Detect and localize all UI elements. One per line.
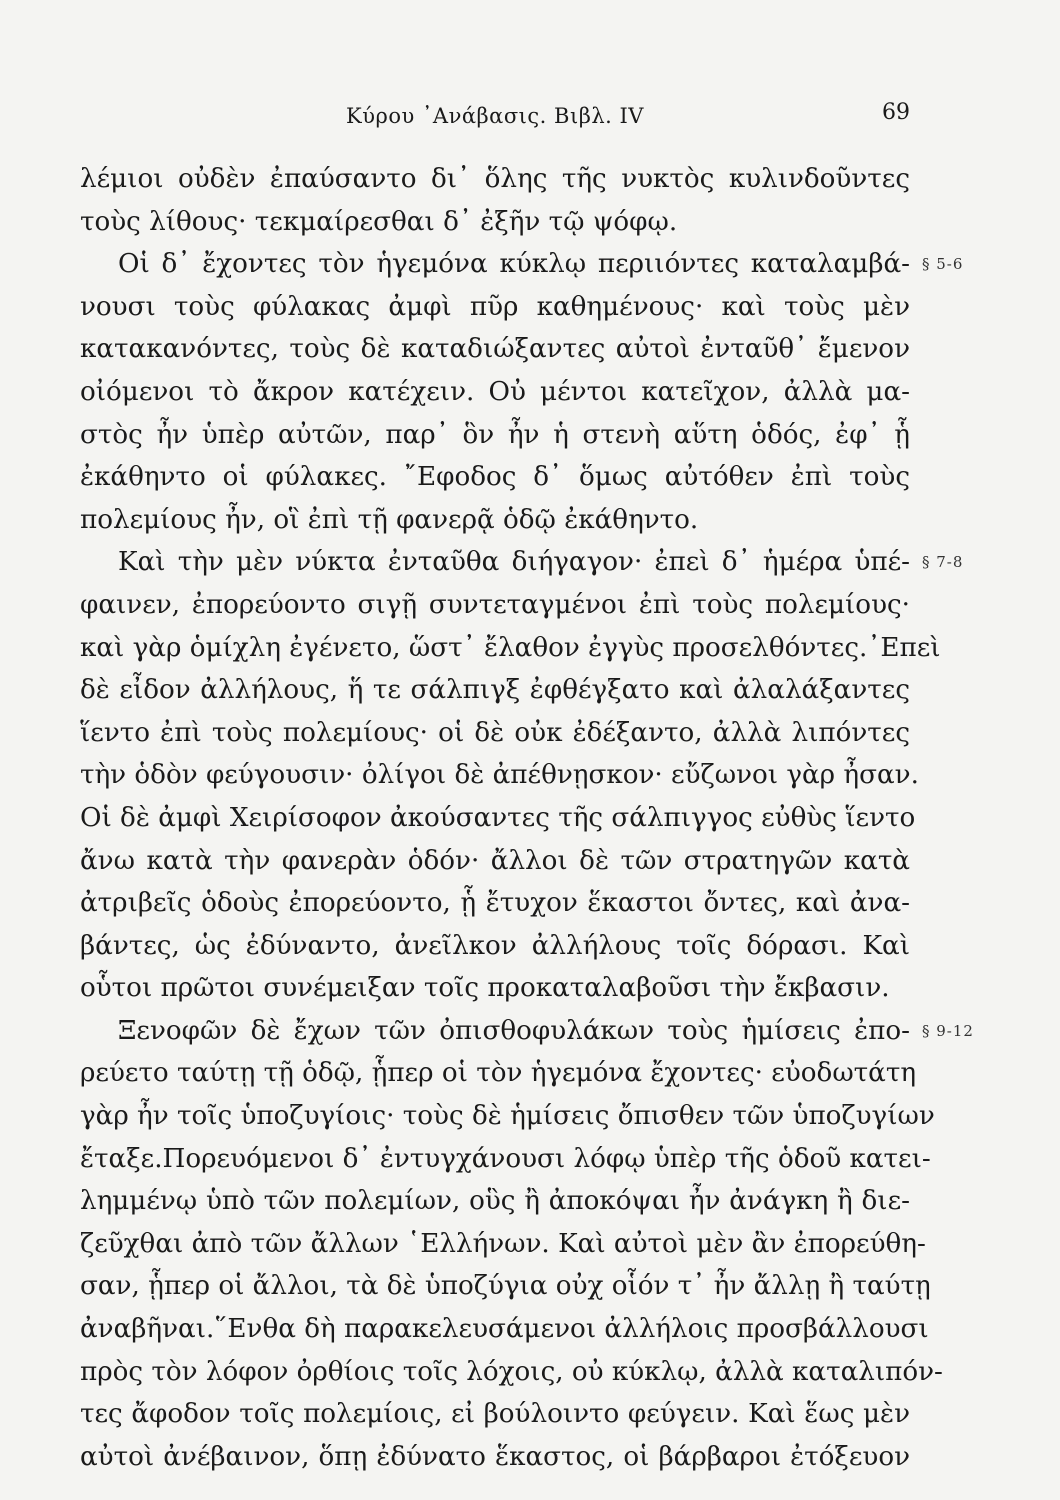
line-text: τὴν ὁδὸν φεύγουσιν· ὀλίγοι δὲ ἀπέθνῃσκον· εὔζωνοι γὰρ ἦσαν. — [80, 760, 919, 791]
text-line — [80, 882, 910, 925]
line-text: δὲ εἶδον ἀλλήλους, ἥ τε σάλπιγξ ἐφθέγξατο καὶ ἀλαλάξαντες — [80, 675, 910, 706]
text-line — [80, 1308, 929, 1351]
text-line — [80, 371, 910, 414]
text-line — [80, 1052, 917, 1095]
text-line — [80, 840, 910, 883]
text-line — [80, 328, 910, 371]
text-line — [80, 1393, 910, 1436]
text-line — [80, 201, 910, 244]
text-line — [80, 1138, 931, 1181]
line-text: οὗτοι πρῶτοι συνέμειξαν τοῖς προκαταλαβοῦσι τὴν ἔκβασιν. — [80, 973, 890, 1004]
line-text: ἀτριβεῖς ὁδοὺς ἐπορεύοντο, ᾗ ἔτυχον ἕκαστοι ὄντες, καὶ ἀνα- — [80, 888, 910, 919]
page-number: 69 — [882, 100, 910, 125]
line-text: λέμιοι οὐδὲν ἐπαύσαντο δι᾽ ὅλης τῆς νυκτὸς κυλινδοῦντες — [80, 164, 910, 194]
text-line — [80, 925, 910, 968]
text-line — [80, 712, 910, 755]
text-line — [80, 1265, 931, 1308]
line-text: Ξενοφῶν δὲ ἔχων τῶν ὀπισθοφυλάκων τοὺς ἡμίσεις ἐπο- — [118, 1015, 910, 1046]
line-text: τες ἄφοδον τοῖς πολεμίοις, εἰ βούλοιντο φεύγειν. Καὶ ἕως μὲν — [80, 1399, 910, 1430]
line-text: ἐκάθηντο οἱ φύλακες. ῎Εφοδος δ᾽ ὅμως αὐτόθεν ἐπὶ τοὺς — [80, 462, 910, 493]
line-text: λημμένῳ ὑπὸ τῶν πολεμίων, οὓς ἢ ἀποκόψαι ἦν ἀνάγκη ἢ διε- — [80, 1186, 910, 1217]
text-line — [80, 243, 964, 286]
line-text: τοὺς λίθους· τεκμαίρεσθαι δ᾽ ἐξῆν τῷ ψόφῳ. — [80, 206, 678, 237]
running-header — [80, 100, 910, 136]
text-line — [80, 158, 910, 201]
line-text: στὸς ἦν ὑπὲρ αὐτῶν, παρ᾽ ὃν ἦν ἡ στενὴ αὕτη ὁδός, ἐφ᾽ ᾗ — [80, 419, 910, 450]
line-text: βάντες, ὡς ἐδύναντο, ἀνεῖλκον ἀλλήλους τοῖς δόρασι. Καὶ — [80, 930, 910, 961]
line-text: Οἱ δ᾽ ἔχοντες τὸν ἡγεμόνα κύκλῳ περιιόντες καταλαμβά- — [118, 249, 910, 280]
line-text: σαν, ᾗπερ οἱ ἄλλοι, τὰ δὲ ὑποζύγια οὐχ οἷόν τ᾽ ἦν ἄλλῃ ἢ ταύτῃ — [80, 1271, 931, 1302]
line-text: πρὸς τὸν λόφον ὀρθίοις τοῖς λόχοις, οὐ κύκλῳ, ἀλλὰ καταλιπόν- — [80, 1356, 943, 1387]
line-text: καὶ γὰρ ὁμίχλη ἐγένετο, ὥστ᾽ ἔλαθον ἐγγὺς προσελθόντες.᾽Επεὶ — [80, 632, 941, 663]
line-text: αὐτοὶ ἀνέβαινον, ὅπῃ ἐδύνατο ἕκαστος, οἱ βάρβαροι ἐτόξευον — [80, 1441, 910, 1472]
text-line — [80, 414, 910, 457]
text-line — [80, 754, 919, 797]
section-marker: § 9-12 — [922, 1021, 974, 1040]
line-text: Καὶ τὴν μὲν νύκτα ἐνταῦθα διήγαγον· ἐπεὶ δ᾽ ἡμέρα ὑπέ- — [118, 547, 910, 578]
text-line — [80, 627, 941, 670]
text-line — [80, 1180, 910, 1223]
line-text: φαινεν, ἐπορεύοντο σιγῇ συντεταγμένοι ἐπὶ τοὺς πολεμίους· — [80, 589, 910, 620]
text-line — [80, 669, 910, 712]
section-marker: § 5-6 — [922, 255, 964, 274]
line-text: γὰρ ἦν τοῖς ὑποζυγίοις· τοὺς δὲ ἡμίσεις ὄπισθεν τῶν ὑποζυγίων — [80, 1101, 935, 1132]
text-line — [80, 797, 916, 840]
line-text: οἰόμενοι τὸ ἄκρον κατέχειν. Οὐ μέντοι κατεῖχον, ἀλλὰ μα- — [80, 376, 910, 407]
text-line — [80, 286, 910, 329]
line-text: νουσι τοὺς φύλακας ἀμφὶ πῦρ καθημένους· καὶ τοὺς μὲν — [80, 291, 910, 322]
line-text: ζεῦχθαι ἀπὸ τῶν ἄλλων ῾Ελλήνων. Καὶ αὐτοὶ μὲν ἂν ἐπορεύθη- — [80, 1228, 926, 1259]
line-text: ἄνω κατὰ τὴν φανερὰν ὁδόν· ἄλλοι δὲ τῶν στρατηγῶν κατὰ — [80, 845, 910, 876]
text-line — [80, 541, 964, 584]
line-text: ἔταξε.Πορευόμενοι δ᾽ ἐντυγχάνουσι λόφῳ ὑπὲρ τῆς ὁδοῦ κατει- — [80, 1143, 931, 1174]
line-text: κατακανόντες, τοὺς δὲ καταδιώξαντες αὐτοὶ ἐνταῦθ᾽ ἔμενον — [80, 334, 910, 365]
line-text: Οἱ δὲ ἀμφὶ Χειρίσοφον ἀκούσαντες τῆς σάλπιγγος εὐθὺς ἵεντο — [80, 802, 916, 833]
line-text: ρεύετο ταύτῃ τῇ ὁδῷ, ᾗπερ οἱ τὸν ἡγεμόνα ἔχοντες· εὐοδωτάτη — [80, 1058, 917, 1089]
text-line — [80, 456, 910, 499]
text-line — [80, 967, 910, 1010]
section-marker: § 7-8 — [922, 553, 964, 572]
text-line — [80, 1095, 935, 1138]
text-line — [80, 1223, 926, 1266]
body-text — [80, 158, 974, 1478]
line-text: ἵεντο ἐπὶ τοὺς πολεμίους· οἱ δὲ οὐκ ἐδέξαντο, ἀλλὰ λιπόντες — [80, 717, 910, 748]
text-line — [80, 1010, 974, 1053]
line-text: ἀναβῆναι.῞Ενθα δὴ παρακελευσάμενοι ἀλλήλοις προσβάλλουσι — [80, 1314, 929, 1345]
text-line — [80, 1436, 910, 1479]
line-text: πολεμίους ἦν, οἳ ἐπὶ τῇ φανερᾷ ὁδῷ ἐκάθηντο. — [80, 504, 699, 535]
text-line — [80, 1351, 943, 1394]
text-line — [80, 584, 910, 627]
running-title: Κύρου ᾿Ανάβασις. Βιβλ. IV — [346, 104, 644, 128]
text-line — [80, 499, 910, 542]
